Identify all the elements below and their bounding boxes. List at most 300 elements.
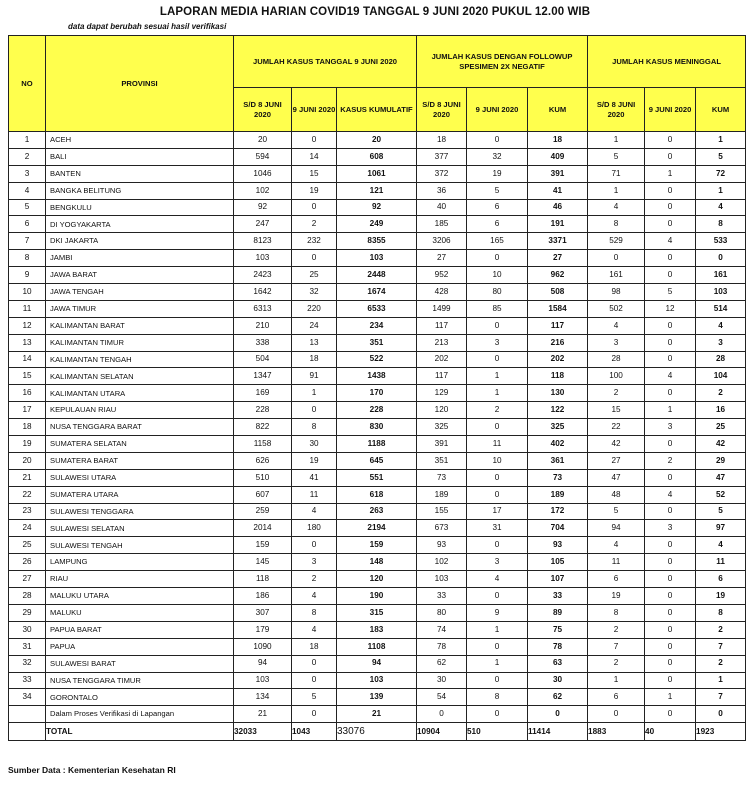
row-no: 7 xyxy=(9,233,46,250)
row-kasus-kumulatif: 1108 xyxy=(337,638,417,655)
row-kasus-sd8: 247 xyxy=(234,216,292,233)
row-meninggal-kum: 16 xyxy=(696,402,746,419)
row-no: 2 xyxy=(9,148,46,165)
table-row xyxy=(9,672,746,689)
total-followup-jun9: 510 xyxy=(467,723,528,741)
row-kasus-sd8: 1347 xyxy=(234,368,292,385)
table-row xyxy=(9,436,746,453)
row-kasus-kumulatif: 20 xyxy=(337,132,417,149)
row-meninggal-kum: 533 xyxy=(696,233,746,250)
row-kasus-jun9: 0 xyxy=(292,672,337,689)
row-followup-sd8: 1499 xyxy=(417,300,467,317)
header-kasus-jun9: 9 JUNI 2020 xyxy=(292,88,337,132)
row-kasus-jun9: 14 xyxy=(292,148,337,165)
row-meninggal-jun9: 2 xyxy=(645,452,696,469)
row-no: 28 xyxy=(9,588,46,605)
row-meninggal-kum: 7 xyxy=(696,638,746,655)
row-kasus-kumulatif: 645 xyxy=(337,452,417,469)
row-meninggal-kum: 72 xyxy=(696,165,746,182)
report-title: LAPORAN MEDIA HARIAN COVID19 TANGGAL 9 JUNI 2020 PUKUL 12.00 WIB xyxy=(159,6,591,18)
row-followup-kum: 107 xyxy=(528,571,588,588)
row-followup-kum: 704 xyxy=(528,520,588,537)
row-meninggal-jun9: 1 xyxy=(645,689,696,706)
row-meninggal-kum: 8 xyxy=(696,604,746,621)
table-row xyxy=(9,689,746,706)
row-meninggal-sd8: 1 xyxy=(588,672,645,689)
row-kasus-sd8: 179 xyxy=(234,621,292,638)
row-meninggal-jun9: 0 xyxy=(645,469,696,486)
row-meninggal-kum: 1 xyxy=(696,672,746,689)
row-kasus-kumulatif: 249 xyxy=(337,216,417,233)
row-followup-kum: 402 xyxy=(528,436,588,453)
row-meninggal-sd8: 4 xyxy=(588,537,645,554)
row-no: 27 xyxy=(9,571,46,588)
row-kasus-jun9: 4 xyxy=(292,621,337,638)
row-followup-sd8: 78 xyxy=(417,638,467,655)
table-row xyxy=(9,132,746,149)
row-kasus-jun9: 220 xyxy=(292,300,337,317)
row-kasus-jun9: 41 xyxy=(292,469,337,486)
row-kasus-kumulatif: 1061 xyxy=(337,165,417,182)
row-followup-kum: 409 xyxy=(528,148,588,165)
row-provinsi: JAWA TENGAH xyxy=(46,284,234,301)
row-followup-kum: 27 xyxy=(528,250,588,267)
row-no: 15 xyxy=(9,368,46,385)
row-meninggal-sd8: 98 xyxy=(588,284,645,301)
table-row xyxy=(9,334,746,351)
row-followup-jun9: 0 xyxy=(467,706,528,723)
row-no: 26 xyxy=(9,554,46,571)
row-kasus-jun9: 91 xyxy=(292,368,337,385)
row-provinsi: SULAWESI TENGGARA xyxy=(46,503,234,520)
row-provinsi: KALIMANTAN TIMUR xyxy=(46,334,234,351)
row-kasus-sd8: 159 xyxy=(234,537,292,554)
row-followup-sd8: 325 xyxy=(417,419,467,436)
row-followup-kum: 0 xyxy=(528,706,588,723)
header-group-kasus: JUMLAH KASUS TANGGAL 9 JUNI 2020 xyxy=(234,36,417,88)
row-meninggal-sd8: 48 xyxy=(588,486,645,503)
row-meninggal-sd8: 19 xyxy=(588,588,645,605)
table-row xyxy=(9,571,746,588)
row-no: 4 xyxy=(9,182,46,199)
header-followup-kum: KUM xyxy=(528,88,588,132)
header-meninggal-sd8: S/D 8 JUNI 2020 xyxy=(588,88,645,132)
table-row xyxy=(9,199,746,216)
table-body xyxy=(9,132,746,723)
total-kasus-jun9: 1043 xyxy=(292,723,337,741)
row-kasus-sd8: 594 xyxy=(234,148,292,165)
total-meninggal-sd8: 1883 xyxy=(588,723,645,741)
row-followup-sd8: 391 xyxy=(417,436,467,453)
row-no: 24 xyxy=(9,520,46,537)
row-followup-kum: 63 xyxy=(528,655,588,672)
row-kasus-sd8: 6313 xyxy=(234,300,292,317)
table-row xyxy=(9,638,746,655)
row-followup-jun9: 0 xyxy=(467,638,528,655)
row-kasus-sd8: 94 xyxy=(234,655,292,672)
row-meninggal-sd8: 4 xyxy=(588,317,645,334)
row-meninggal-kum: 28 xyxy=(696,351,746,368)
row-no: 33 xyxy=(9,672,46,689)
row-kasus-jun9: 18 xyxy=(292,351,337,368)
row-no: 20 xyxy=(9,452,46,469)
table-row xyxy=(9,216,746,233)
row-meninggal-kum: 1 xyxy=(696,182,746,199)
row-provinsi: GORONTALO xyxy=(46,689,234,706)
row-meninggal-jun9: 0 xyxy=(645,250,696,267)
row-kasus-sd8: 510 xyxy=(234,469,292,486)
row-kasus-sd8: 92 xyxy=(234,199,292,216)
row-meninggal-sd8: 11 xyxy=(588,554,645,571)
row-meninggal-sd8: 502 xyxy=(588,300,645,317)
row-meninggal-kum: 8 xyxy=(696,216,746,233)
total-label: TOTAL xyxy=(46,723,234,741)
row-followup-jun9: 0 xyxy=(467,250,528,267)
row-provinsi: DI YOGYAKARTA xyxy=(46,216,234,233)
row-followup-sd8: 189 xyxy=(417,486,467,503)
row-followup-sd8: 30 xyxy=(417,672,467,689)
row-kasus-sd8: 8123 xyxy=(234,233,292,250)
total-meninggal-kum: 1923 xyxy=(696,723,746,741)
row-followup-jun9: 0 xyxy=(467,672,528,689)
row-meninggal-kum: 1 xyxy=(696,132,746,149)
row-followup-kum: 189 xyxy=(528,486,588,503)
total-kasus-sd8: 32033 xyxy=(234,723,292,741)
row-meninggal-sd8: 1 xyxy=(588,132,645,149)
row-kasus-sd8: 103 xyxy=(234,250,292,267)
row-meninggal-sd8: 6 xyxy=(588,571,645,588)
row-followup-sd8: 74 xyxy=(417,621,467,638)
row-followup-kum: 117 xyxy=(528,317,588,334)
row-meninggal-jun9: 0 xyxy=(645,267,696,284)
table-row xyxy=(9,317,746,334)
row-followup-sd8: 27 xyxy=(417,250,467,267)
table-row xyxy=(9,182,746,199)
row-followup-jun9: 1 xyxy=(467,655,528,672)
row-followup-jun9: 3 xyxy=(467,554,528,571)
table-row xyxy=(9,284,746,301)
row-followup-jun9: 0 xyxy=(467,537,528,554)
row-no: 17 xyxy=(9,402,46,419)
total-row xyxy=(9,723,746,741)
row-kasus-kumulatif: 2194 xyxy=(337,520,417,537)
total-meninggal-jun9: 40 xyxy=(645,723,696,741)
row-provinsi: KALIMANTAN BARAT xyxy=(46,317,234,334)
row-meninggal-sd8: 0 xyxy=(588,250,645,267)
row-kasus-kumulatif: 228 xyxy=(337,402,417,419)
row-kasus-jun9: 0 xyxy=(292,402,337,419)
row-no: 10 xyxy=(9,284,46,301)
row-followup-kum: 33 xyxy=(528,588,588,605)
row-meninggal-sd8: 42 xyxy=(588,436,645,453)
row-meninggal-jun9: 0 xyxy=(645,537,696,554)
header-no: NO xyxy=(9,36,46,132)
row-followup-kum: 118 xyxy=(528,368,588,385)
row-kasus-sd8: 504 xyxy=(234,351,292,368)
row-no: 32 xyxy=(9,655,46,672)
row-kasus-sd8: 822 xyxy=(234,419,292,436)
row-meninggal-sd8: 161 xyxy=(588,267,645,284)
row-kasus-sd8: 1090 xyxy=(234,638,292,655)
row-kasus-kumulatif: 94 xyxy=(337,655,417,672)
row-meninggal-sd8: 5 xyxy=(588,503,645,520)
table-row xyxy=(9,706,746,723)
row-kasus-jun9: 13 xyxy=(292,334,337,351)
row-kasus-kumulatif: 608 xyxy=(337,148,417,165)
row-kasus-jun9: 1 xyxy=(292,385,337,402)
row-meninggal-jun9: 0 xyxy=(645,385,696,402)
table-row xyxy=(9,537,746,554)
row-meninggal-kum: 25 xyxy=(696,419,746,436)
row-kasus-kumulatif: 120 xyxy=(337,571,417,588)
row-kasus-kumulatif: 190 xyxy=(337,588,417,605)
row-meninggal-kum: 103 xyxy=(696,284,746,301)
row-kasus-kumulatif: 183 xyxy=(337,621,417,638)
table-row xyxy=(9,250,746,267)
row-followup-kum: 508 xyxy=(528,284,588,301)
row-meninggal-kum: 42 xyxy=(696,436,746,453)
row-no: 19 xyxy=(9,436,46,453)
row-meninggal-sd8: 2 xyxy=(588,385,645,402)
row-kasus-kumulatif: 522 xyxy=(337,351,417,368)
row-meninggal-jun9: 0 xyxy=(645,182,696,199)
header-provinsi: PROVINSI xyxy=(46,36,234,132)
row-meninggal-jun9: 0 xyxy=(645,655,696,672)
row-followup-kum: 3371 xyxy=(528,233,588,250)
row-provinsi: NUSA TENGGARA TIMUR xyxy=(46,672,234,689)
row-kasus-jun9: 0 xyxy=(292,199,337,216)
row-meninggal-jun9: 0 xyxy=(645,638,696,655)
row-kasus-kumulatif: 315 xyxy=(337,604,417,621)
row-meninggal-jun9: 0 xyxy=(645,571,696,588)
table-row xyxy=(9,604,746,621)
row-kasus-sd8: 118 xyxy=(234,571,292,588)
table-row xyxy=(9,368,746,385)
row-followup-sd8: 40 xyxy=(417,199,467,216)
row-no: 6 xyxy=(9,216,46,233)
header-group-meninggal: JUMLAH KASUS MENINGGAL xyxy=(588,36,746,88)
row-meninggal-sd8: 27 xyxy=(588,452,645,469)
row-meninggal-kum: 104 xyxy=(696,368,746,385)
row-meninggal-kum: 514 xyxy=(696,300,746,317)
table-row xyxy=(9,148,746,165)
row-followup-sd8: 673 xyxy=(417,520,467,537)
table-row xyxy=(9,165,746,182)
row-provinsi: SULAWESI SELATAN xyxy=(46,520,234,537)
row-no xyxy=(9,706,46,723)
row-meninggal-jun9: 0 xyxy=(645,621,696,638)
row-provinsi: RIAU xyxy=(46,571,234,588)
row-meninggal-kum: 3 xyxy=(696,334,746,351)
row-followup-jun9: 0 xyxy=(467,351,528,368)
row-meninggal-kum: 47 xyxy=(696,469,746,486)
row-meninggal-kum: 6 xyxy=(696,571,746,588)
row-followup-sd8: 0 xyxy=(417,706,467,723)
table-row xyxy=(9,419,746,436)
row-meninggal-jun9: 5 xyxy=(645,284,696,301)
row-kasus-sd8: 259 xyxy=(234,503,292,520)
row-followup-sd8: 952 xyxy=(417,267,467,284)
row-followup-jun9: 17 xyxy=(467,503,528,520)
table-row xyxy=(9,503,746,520)
row-no: 29 xyxy=(9,604,46,621)
table-row xyxy=(9,267,746,284)
row-provinsi: SULAWESI UTARA xyxy=(46,469,234,486)
header-followup-jun9: 9 JUNI 2020 xyxy=(467,88,528,132)
row-meninggal-kum: 29 xyxy=(696,452,746,469)
table-row xyxy=(9,402,746,419)
row-kasus-jun9: 25 xyxy=(292,267,337,284)
row-followup-kum: 30 xyxy=(528,672,588,689)
row-kasus-sd8: 20 xyxy=(234,132,292,149)
row-meninggal-jun9: 1 xyxy=(645,402,696,419)
row-no: 9 xyxy=(9,267,46,284)
row-meninggal-jun9: 0 xyxy=(645,216,696,233)
row-followup-jun9: 11 xyxy=(467,436,528,453)
row-followup-jun9: 6 xyxy=(467,216,528,233)
table-row xyxy=(9,621,746,638)
row-followup-jun9: 9 xyxy=(467,604,528,621)
table-row xyxy=(9,469,746,486)
row-no: 21 xyxy=(9,469,46,486)
row-meninggal-jun9: 4 xyxy=(645,486,696,503)
row-meninggal-jun9: 0 xyxy=(645,132,696,149)
row-followup-kum: 962 xyxy=(528,267,588,284)
row-kasus-jun9: 0 xyxy=(292,655,337,672)
row-meninggal-jun9: 0 xyxy=(645,334,696,351)
row-kasus-jun9: 2 xyxy=(292,216,337,233)
header-group-followup: JUMLAH KASUS DENGAN FOLLOWUP SPESIMEN 2X NEGATIF xyxy=(417,36,588,88)
row-kasus-kumulatif: 618 xyxy=(337,486,417,503)
row-meninggal-sd8: 94 xyxy=(588,520,645,537)
row-meninggal-kum: 0 xyxy=(696,706,746,723)
row-followup-kum: 93 xyxy=(528,537,588,554)
row-provinsi: BALI xyxy=(46,148,234,165)
row-kasus-sd8: 169 xyxy=(234,385,292,402)
row-provinsi: NUSA TENGGARA BARAT xyxy=(46,419,234,436)
row-kasus-sd8: 307 xyxy=(234,604,292,621)
row-kasus-kumulatif: 263 xyxy=(337,503,417,520)
row-kasus-kumulatif: 139 xyxy=(337,689,417,706)
row-followup-jun9: 8 xyxy=(467,689,528,706)
table-row xyxy=(9,520,746,537)
row-meninggal-kum: 52 xyxy=(696,486,746,503)
row-meninggal-sd8: 15 xyxy=(588,402,645,419)
row-followup-kum: 75 xyxy=(528,621,588,638)
row-provinsi: PAPUA xyxy=(46,638,234,655)
row-meninggal-sd8: 100 xyxy=(588,368,645,385)
row-meninggal-kum: 2 xyxy=(696,655,746,672)
row-meninggal-sd8: 2 xyxy=(588,655,645,672)
row-followup-sd8: 18 xyxy=(417,132,467,149)
row-meninggal-sd8: 2 xyxy=(588,621,645,638)
row-kasus-jun9: 0 xyxy=(292,706,337,723)
row-kasus-jun9: 24 xyxy=(292,317,337,334)
row-followup-sd8: 103 xyxy=(417,571,467,588)
row-followup-kum: 1584 xyxy=(528,300,588,317)
row-meninggal-kum: 5 xyxy=(696,148,746,165)
table-row xyxy=(9,486,746,503)
row-kasus-kumulatif: 6533 xyxy=(337,300,417,317)
row-kasus-kumulatif: 234 xyxy=(337,317,417,334)
row-no: 11 xyxy=(9,300,46,317)
header-kasus-sd8: S/D 8 JUNI 2020 xyxy=(234,88,292,132)
row-kasus-jun9: 8 xyxy=(292,604,337,621)
row-meninggal-sd8: 1 xyxy=(588,182,645,199)
row-followup-kum: 325 xyxy=(528,419,588,436)
row-provinsi: MALUKU UTARA xyxy=(46,588,234,605)
row-meninggal-jun9: 3 xyxy=(645,520,696,537)
row-followup-sd8: 155 xyxy=(417,503,467,520)
row-followup-jun9: 6 xyxy=(467,199,528,216)
row-followup-kum: 105 xyxy=(528,554,588,571)
row-followup-jun9: 0 xyxy=(467,419,528,436)
report-subtitle: data dapat berubah sesuai hasil verifikasi xyxy=(68,22,227,31)
row-no: 18 xyxy=(9,419,46,436)
row-kasus-sd8: 626 xyxy=(234,452,292,469)
row-no: 22 xyxy=(9,486,46,503)
row-meninggal-sd8: 28 xyxy=(588,351,645,368)
row-meninggal-sd8: 71 xyxy=(588,165,645,182)
row-no: 8 xyxy=(9,250,46,267)
row-followup-kum: 89 xyxy=(528,604,588,621)
row-followup-kum: 216 xyxy=(528,334,588,351)
row-kasus-jun9: 3 xyxy=(292,554,337,571)
row-meninggal-sd8: 22 xyxy=(588,419,645,436)
table-row xyxy=(9,588,746,605)
row-followup-jun9: 3 xyxy=(467,334,528,351)
row-meninggal-sd8: 7 xyxy=(588,638,645,655)
row-kasus-sd8: 1158 xyxy=(234,436,292,453)
row-followup-kum: 191 xyxy=(528,216,588,233)
row-provinsi: JAMBI xyxy=(46,250,234,267)
row-provinsi: KALIMANTAN SELATAN xyxy=(46,368,234,385)
row-provinsi: SULAWESI TENGAH xyxy=(46,537,234,554)
row-meninggal-kum: 2 xyxy=(696,621,746,638)
row-meninggal-jun9: 0 xyxy=(645,672,696,689)
row-meninggal-sd8: 4 xyxy=(588,199,645,216)
row-followup-sd8: 185 xyxy=(417,216,467,233)
row-kasus-kumulatif: 1674 xyxy=(337,284,417,301)
row-provinsi: SUMATERA UTARA xyxy=(46,486,234,503)
row-meninggal-jun9: 1 xyxy=(645,165,696,182)
row-provinsi: BENGKULU xyxy=(46,199,234,216)
row-followup-kum: 172 xyxy=(528,503,588,520)
row-kasus-kumulatif: 351 xyxy=(337,334,417,351)
row-followup-jun9: 0 xyxy=(467,317,528,334)
row-meninggal-sd8: 5 xyxy=(588,148,645,165)
row-kasus-kumulatif: 159 xyxy=(337,537,417,554)
row-kasus-sd8: 186 xyxy=(234,588,292,605)
row-kasus-kumulatif: 1188 xyxy=(337,436,417,453)
row-provinsi: DKI JAKARTA xyxy=(46,233,234,250)
row-kasus-jun9: 19 xyxy=(292,182,337,199)
row-meninggal-kum: 97 xyxy=(696,520,746,537)
row-meninggal-kum: 7 xyxy=(696,689,746,706)
row-kasus-sd8: 338 xyxy=(234,334,292,351)
total-kasus-kumulatif: 33076 xyxy=(337,723,417,741)
row-followup-jun9: 80 xyxy=(467,284,528,301)
row-followup-sd8: 120 xyxy=(417,402,467,419)
row-meninggal-kum: 4 xyxy=(696,317,746,334)
row-kasus-sd8: 102 xyxy=(234,182,292,199)
row-followup-jun9: 2 xyxy=(467,402,528,419)
row-meninggal-kum: 4 xyxy=(696,199,746,216)
row-no: 5 xyxy=(9,199,46,216)
row-followup-sd8: 117 xyxy=(417,317,467,334)
row-meninggal-kum: 2 xyxy=(696,385,746,402)
row-provinsi: PAPUA BARAT xyxy=(46,621,234,638)
